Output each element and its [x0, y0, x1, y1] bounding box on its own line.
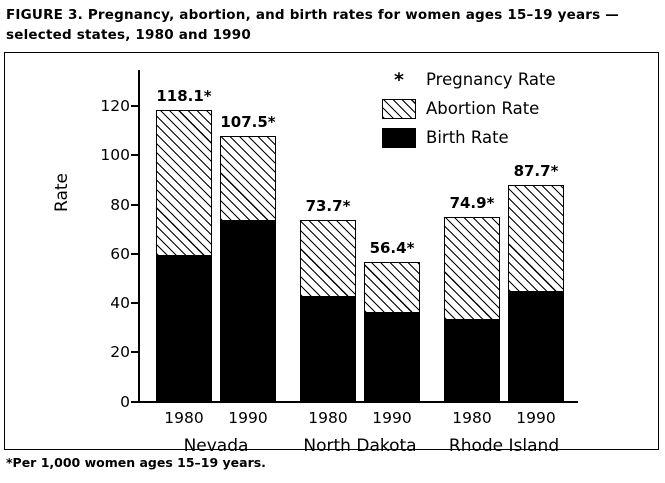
group-label-rhode-island: Rhode Island	[448, 436, 560, 456]
y-tick-label: 0	[120, 393, 130, 411]
legend-item-pregnancy-rate	[382, 66, 592, 93]
bar-rhode-island-1980[interactable]	[444, 194, 500, 401]
y-axis-line	[138, 70, 140, 403]
bar-total-label: 87.7*	[513, 162, 559, 180]
bar-north-dakota-1990[interactable]	[364, 239, 420, 401]
legend-item-birth-rate	[382, 124, 592, 151]
bar-segment-birth	[300, 297, 356, 401]
bar-segment-abortion	[156, 110, 212, 256]
bar-total-label: 118.1*	[156, 87, 212, 105]
solid-swatch-icon	[382, 128, 416, 148]
x-tick-label-north-dakota-1980: 1980	[308, 409, 348, 427]
bar-segment-birth	[508, 292, 564, 401]
bar-nevada-1990[interactable]	[220, 113, 276, 401]
bar-nevada-1980[interactable]	[156, 87, 212, 401]
legend-item-abortion-rate	[382, 95, 592, 122]
bar-segment-birth	[156, 256, 212, 401]
y-tick-labels	[92, 70, 130, 411]
bar-segment-abortion	[300, 220, 356, 297]
figure-title: FIGURE 3. Pregnancy, abortion, and birth rates for women ages 15–19 years — selected states, 1980 and 1990	[6, 7, 619, 43]
bar-total-label: 56.4*	[369, 239, 415, 257]
y-tick-label: 80	[110, 196, 130, 214]
legend-label-birth-rate: Birth Rate	[426, 128, 509, 147]
y-tick-label: 120	[100, 97, 130, 115]
x-tick-label-rhode-island-1980: 1980	[452, 409, 492, 427]
legend	[382, 66, 592, 153]
legend-label-abortion-rate: Abortion Rate	[426, 99, 540, 118]
bar-total-label: 73.7*	[305, 197, 351, 215]
bar-segment-abortion	[364, 262, 420, 313]
figure-footnote: *Per 1,000 women ages 15–19 years.	[6, 455, 266, 470]
bar-segment-abortion	[508, 185, 564, 292]
group-label-nevada: Nevada	[183, 436, 249, 456]
y-tick-label: 20	[110, 343, 130, 361]
bar-segment-birth	[444, 320, 500, 401]
x-tick-label-nevada-1990: 1990	[228, 409, 268, 427]
legend-label-pregnancy-rate: Pregnancy Rate	[426, 70, 556, 89]
y-tick-label: 40	[110, 294, 130, 312]
bar-rhode-island-1990[interactable]	[508, 162, 564, 401]
group-label-north-dakota: North Dakota	[303, 436, 417, 456]
asterisk-icon: *	[394, 68, 404, 91]
x-tick-label-nevada-1980: 1980	[164, 409, 204, 427]
bar-segment-abortion	[220, 136, 276, 221]
bar-segment-abortion	[444, 217, 500, 320]
bar-segment-birth	[220, 221, 276, 401]
x-tick-label-rhode-island-1990: 1990	[516, 409, 556, 427]
x-axis-line	[138, 401, 578, 403]
bar-total-label: 74.9*	[449, 194, 495, 212]
bar-segment-birth	[364, 313, 420, 401]
hatch-swatch-icon	[382, 99, 416, 119]
bar-total-label: 107.5*	[220, 113, 276, 131]
y-tick-label: 60	[110, 245, 130, 263]
y-axis-title: Rate	[52, 173, 72, 212]
y-tick-label: 100	[100, 146, 130, 164]
x-tick-label-north-dakota-1990: 1990	[372, 409, 412, 427]
